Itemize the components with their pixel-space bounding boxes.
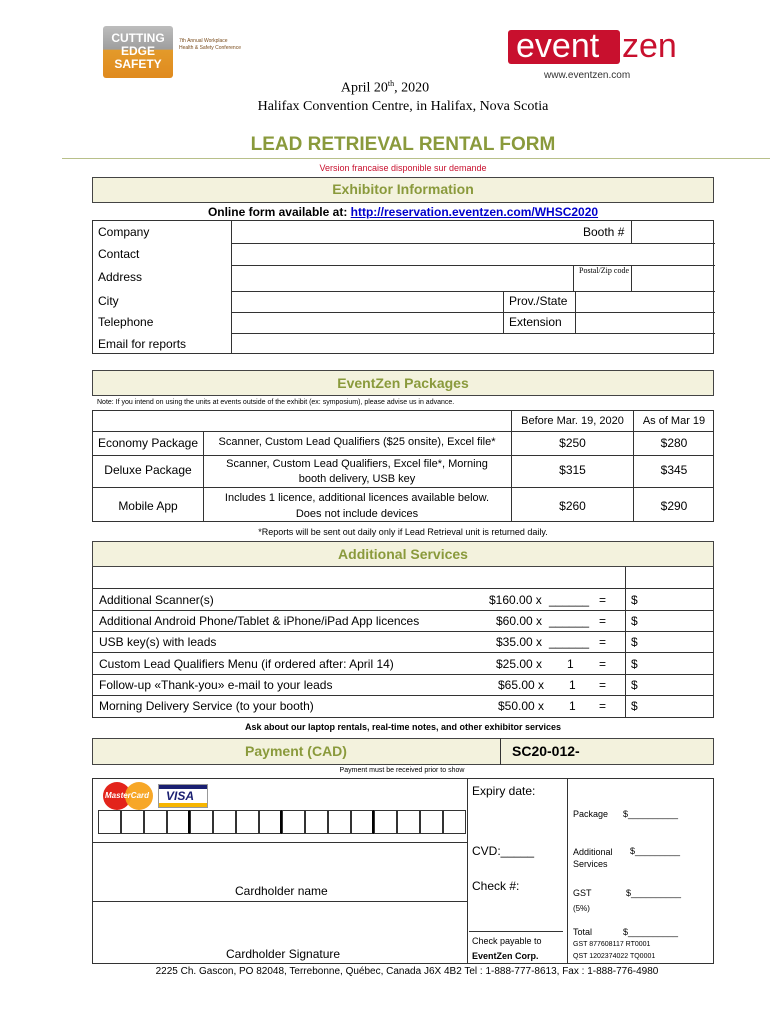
grid-line: [93, 487, 714, 488]
online-form-prefix: Online form available at:: [207, 205, 351, 219]
company-label: Company: [98, 225, 150, 239]
eventzen-url: www.eventzen.com: [544, 70, 631, 81]
event-date: [0, 79, 770, 97]
package-price-after: $280: [660, 436, 688, 450]
service-price: $65.00 x: [498, 678, 545, 692]
card-digit-box[interactable]: [190, 810, 213, 834]
qst-number: QST 1202374022 TQ0001: [573, 953, 656, 960]
grid-line: [469, 931, 563, 932]
card-digit-box[interactable]: [121, 810, 144, 834]
col-before-header: Before Mar. 19, 2020: [521, 415, 624, 427]
service-qty[interactable]: 1: [569, 699, 576, 713]
service-eq: =: [599, 614, 607, 628]
address-label: Address: [98, 270, 143, 284]
conference-logo-text: CUTTING EDGE SAFETY: [111, 31, 165, 71]
card-digit-box[interactable]: [420, 810, 443, 834]
check-number-label[interactable]: Check #:: [472, 879, 520, 893]
card-digit-box[interactable]: [98, 810, 121, 834]
package-name: Deluxe Package: [104, 463, 192, 477]
card-digit-box[interactable]: [374, 810, 397, 834]
service-total[interactable]: $: [631, 635, 638, 649]
package-price-after: $345: [660, 463, 688, 477]
grid-line: [631, 265, 632, 291]
footer-address: 2225 Ch. Gascon, PO 82048, Terrebonne, Québec, Canada J6X 4B2 Tel : 1-888-777-8613, Fax : 1-888-776-4980: [155, 966, 659, 977]
online-form-line: [92, 205, 714, 219]
package-price-before: $260: [559, 499, 586, 513]
summary-additional-line[interactable]: $_________: [630, 846, 681, 856]
services-ask-note: Ask about our laptop rentals, real-time notes, and other exhibitor services: [244, 722, 562, 732]
contact-label: Contact: [98, 247, 140, 261]
service-qty[interactable]: ______: [549, 614, 590, 628]
conference-logo-subtext: 7th Annual Workplace Health & Safety Conference: [179, 38, 241, 51]
service-eq: =: [599, 657, 607, 671]
card-digit-box[interactable]: [397, 810, 420, 834]
cardholder-signature-field[interactable]: [94, 901, 464, 961]
service-qty[interactable]: 1: [569, 678, 576, 692]
gst-number: GST 877608117 RT0001: [573, 941, 651, 948]
packages-title: EventZen Packages: [337, 375, 469, 391]
card-digit-box[interactable]: [351, 810, 374, 834]
service-qty[interactable]: ______: [549, 593, 590, 607]
package-desc: Scanner, Custom Lead Qualifiers, Excel file*, Morning booth delivery, USB key: [226, 458, 488, 485]
service-total[interactable]: $: [631, 678, 638, 692]
package-desc: Scanner, Custom Lead Qualifiers ($25 onsite), Excel file*: [218, 436, 496, 448]
exhibitor-title: Exhibitor Information: [332, 181, 474, 197]
summary-total-line[interactable]: $__________: [623, 927, 679, 937]
cardholder-signature-label: Cardholder Signature: [226, 947, 341, 961]
grid-line: [231, 221, 232, 354]
mastercard-icon: [103, 782, 155, 810]
packages-note: Note: If you intend on using the units at events outside of the exhibit (ex: symposium), please advise us in advance.: [97, 399, 455, 406]
summary-additional-label: Additional Services: [573, 847, 613, 869]
summary-package-line[interactable]: $__________: [623, 809, 679, 819]
check-payable-label: Check payable to: [472, 936, 542, 946]
cardholder-name-label: Cardholder name: [235, 884, 328, 898]
event-date-prefix: April 20: [340, 80, 388, 96]
card-digit-box[interactable]: [236, 810, 259, 834]
service-price: $25.00 x: [496, 657, 543, 671]
postal-label: Postal/Zip code: [579, 266, 629, 275]
title-divider: [62, 158, 770, 159]
visa-bottom-band: [159, 803, 207, 807]
grid-line: [93, 652, 714, 653]
package-name: Mobile App: [118, 499, 178, 513]
grid-line: [631, 221, 632, 243]
grid-line: [93, 610, 714, 611]
service-label: Morning Delivery Service (to your booth): [99, 699, 314, 713]
service-total[interactable]: $: [631, 657, 638, 671]
service-label: Custom Lead Qualifiers Menu (if ordered after: April 14): [99, 657, 394, 671]
service-label: Additional Android Phone/Tablet & iPhone/iPad App licences: [99, 614, 420, 628]
extension-field[interactable]: [577, 313, 713, 332]
col-after-header: As of Mar 19: [642, 415, 706, 427]
extension-label: Extension: [509, 315, 562, 329]
grid-line: [467, 779, 468, 964]
service-price: $35.00 x: [496, 635, 543, 649]
grid-line: [93, 588, 714, 589]
event-date-sup: th: [387, 79, 395, 88]
prov-label: Prov./State: [509, 294, 568, 308]
card-digit-box[interactable]: [144, 810, 167, 834]
telephone-label: Telephone: [98, 315, 154, 329]
service-total[interactable]: $: [631, 593, 638, 607]
summary-gst-line[interactable]: $__________: [626, 888, 682, 898]
package-price-before: $315: [559, 463, 586, 477]
service-total[interactable]: $: [631, 699, 638, 713]
email-label: Email for reports: [98, 337, 187, 351]
company-field[interactable]: [233, 222, 577, 242]
online-form-link[interactable]: http://reservation.eventzen.com/WHSC2020: [350, 205, 599, 219]
payment-note: Payment must be received prior to show: [339, 767, 465, 774]
eventzen-logo-zen: zen: [622, 27, 677, 65]
card-digit-box[interactable]: [167, 810, 190, 834]
grid-line: [575, 291, 576, 333]
service-label: Additional Scanner(s): [99, 593, 214, 607]
grid-line: [93, 674, 714, 675]
card-digit-box[interactable]: [328, 810, 351, 834]
package-price-after: $290: [660, 499, 688, 513]
address-field[interactable]: [233, 266, 571, 290]
cardholder-name-field[interactable]: [94, 842, 464, 899]
conference-logo: [103, 26, 243, 86]
visa-text: VISA: [166, 789, 195, 803]
service-eq: =: [599, 699, 607, 713]
services-table: [92, 567, 714, 718]
event-date-suffix: , 2020: [394, 80, 430, 96]
packages-table: [92, 410, 714, 522]
service-price: $160.00 x: [489, 593, 542, 607]
cvd-label[interactable]: CVD:_____: [472, 844, 535, 858]
contact-field[interactable]: [233, 244, 713, 264]
expiry-label[interactable]: Expiry date:: [472, 784, 536, 798]
card-digit-box[interactable]: [443, 810, 466, 834]
service-qty[interactable]: 1: [567, 657, 574, 671]
form-title: LEAD RETRIEVAL RENTAL FORM: [250, 134, 556, 155]
event-venue: Halifax Convention Centre, in Halifax, Nova Scotia: [257, 99, 549, 114]
service-price: $50.00 x: [498, 699, 545, 713]
exhibitor-grid: [92, 220, 714, 354]
services-title: Additional Services: [338, 546, 468, 562]
card-digit-box[interactable]: [213, 810, 236, 834]
payment-title: Payment (CAD): [245, 743, 347, 759]
service-eq: =: [599, 593, 607, 607]
package-name: Economy Package: [97, 436, 199, 450]
service-eq: =: [599, 635, 607, 649]
grid-line: [93, 431, 714, 432]
grid-line: [503, 291, 504, 333]
grid-line: [93, 631, 714, 632]
grid-line: [93, 695, 714, 696]
conference-logo-badge: [103, 26, 173, 78]
service-total[interactable]: $: [631, 614, 638, 628]
grid-line: [567, 779, 568, 964]
eventzen-logo-event: event: [516, 27, 600, 65]
service-label: USB key(s) with leads: [99, 635, 217, 649]
card-digit-box[interactable]: [305, 810, 328, 834]
telephone-field[interactable]: [233, 313, 501, 332]
booth-label: Booth #: [583, 225, 625, 239]
card-digit-box[interactable]: [282, 810, 305, 834]
email-field[interactable]: [233, 334, 713, 353]
summary-gst-rate: (5%): [573, 904, 590, 913]
summary-package-label: Package: [573, 809, 609, 819]
grid-line: [203, 431, 204, 522]
booth-field[interactable]: [633, 222, 713, 242]
payment-code: SC20-012-: [512, 743, 580, 759]
package-desc: Includes 1 licence, additional licences available below. Does not include devices: [224, 492, 490, 520]
packages-footnote: *Reports will be sent out daily only if Lead Retrieval unit is returned daily.: [258, 527, 548, 537]
service-label: Follow-up «Thank-you» e-mail to your leads: [99, 678, 333, 692]
summary-total-label: Total: [573, 927, 593, 937]
prov-field[interactable]: [577, 292, 713, 311]
payee-name: EventZen Corp.: [472, 951, 539, 961]
summary-gst-label: GST: [573, 888, 592, 898]
grid-line: [573, 265, 574, 291]
service-price: $60.00 x: [496, 614, 543, 628]
visa-icon: [158, 784, 208, 808]
package-price-before: $250: [559, 436, 586, 450]
mastercard-text: MasterCard: [105, 791, 150, 800]
grid-line: [93, 455, 714, 456]
postal-field[interactable]: [633, 266, 713, 290]
version-note: Version francaise disponible sur demande: [319, 163, 487, 173]
eventzen-logo: [508, 26, 698, 68]
city-label: City: [98, 294, 119, 308]
service-eq: =: [599, 678, 607, 692]
payment-header-divider: [500, 738, 501, 765]
city-field[interactable]: [233, 292, 501, 311]
service-qty[interactable]: ______: [549, 635, 590, 649]
card-digit-box[interactable]: [259, 810, 282, 834]
